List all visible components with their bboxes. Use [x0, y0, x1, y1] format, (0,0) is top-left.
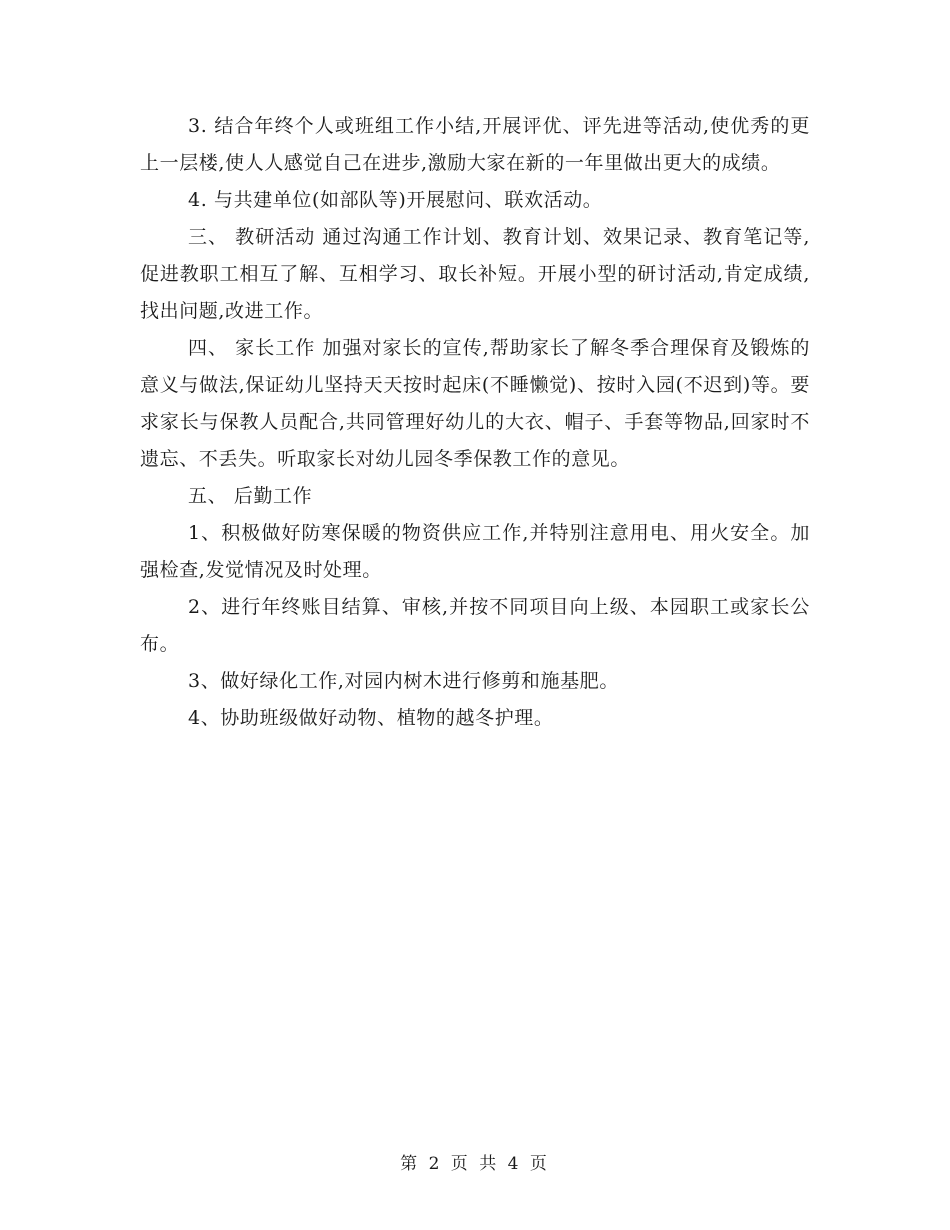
paragraph-logistics-2: 2、进行年终账目结算、审核,并按不同项目向上级、本园职工或家长公布。 [140, 596, 810, 655]
paragraph-logistics-1: 1、积极做好防寒保暖的物资供应工作,并特别注意用电、用火安全。加强检查,发觉情况及时处理。 [140, 522, 810, 581]
paragraph-item-3: 3. 结合年终个人或班组工作小结,开展评优、评先进等活动,使优秀的更上一层楼,使人人感觉自己在进步,激励大家在新的一年里做出更大的成绩。 [140, 115, 810, 174]
paragraph-logistics-3: 3、做好绿化工作,对园内树木进行修剪和施基肥。 [188, 670, 619, 692]
paragraph-item-4: 4. 与共建单位(如部队等)开展慰问、联欢活动。 [188, 189, 603, 211]
paragraph-section-parents: 四、 家长工作 加强对家长的宣传,帮助家长了解冬季合理保育及锻炼的意义与做法,保证幼儿坚持天天按时起床(不睡懒觉)、按时入园(不迟到)等。要求家长与保教人员配合,共同管理好幼儿的大衣、帽子、手套等物品,回家时不遗忘、不丢失。听取家长对幼儿园冬季保教工作的意见。 [140, 337, 810, 470]
document-body [140, 108, 810, 737]
paragraph-logistics-4: 4、协助班级做好动物、植物的越冬护理。 [188, 707, 554, 729]
page-number-footer: 第 2 页 共 4 页 [400, 1154, 550, 1174]
paragraph-section-research: 三、 教研活动 通过沟通工作计划、教育计划、效果记录、教育笔记等,促进教职工相互了解、互相学习、取长补短。开展小型的研讨活动,肯定成绩,找出问题,改进工作。 [140, 226, 810, 322]
section-heading-logistics: 五、 后勤工作 [188, 485, 313, 507]
